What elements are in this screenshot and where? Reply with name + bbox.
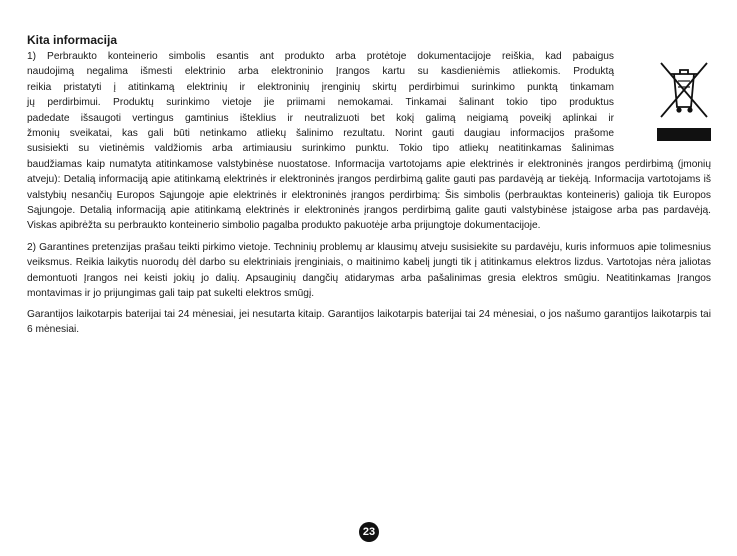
para3: Garantijos laikotarpis baterijai tai 24 mėnesiai, jei nesutarta kitaip. Garantijos laikotarpis baterijai tai 24 mėnesiai, o jos našumo garantijos laikotarpis tai 6 mėnesiai.	[27, 308, 711, 335]
section-title: Kita informacija	[27, 33, 118, 47]
para1-line: susisiekti su vietinėmis valdžiomis arba artimiausiu surinkimo punktu. Tokio tipo atliekų neatitinkamas šalinimas	[27, 143, 614, 155]
para1-line: 1) Perbraukto konteinerio simbolis esantis ant produkto arba protėtoje dokumentacijoje reiškia, kad pabaigus	[27, 51, 614, 62]
weee-symbol-area	[614, 49, 711, 141]
para1-row	[27, 49, 711, 157]
weee-black-bar	[657, 128, 711, 141]
para2: 2) Garantines pretenzijas prašau teikti pirkimo vietoje. Techninių problemų ar klausimų atveju susisiekite su pardavėju, kuris informuos apie tolimesnius veiksmus. Reikia laikytis nuorodų dėl darbo su elektriniais įrenginiais, o maitinimo kabelį jungti tik į atitinkamus elektros lizdus. Vartotojas nėra įaliotas demontuoti Įrangos nei keisti jokių jo dalių. Apsauginių dangčių atidarymas arba pašalinimas gresia elektros smūgiu. Neatitinkamas Įrangos montavimas ir jo prijungimas gali taip pat sukelti elektros smūgį.	[27, 241, 711, 300]
para1-line: jų perdirbimui. Produktų surinkimo vietoje jie priimami nemokamai. Tinkamai šalinant tokio tipo produktus	[27, 97, 614, 109]
para1-continuation: baudžiamas kaip numatyta atitinkamose valstybinėse nuostatose. Informacija vartotojams apie elektrinės ir elektroninės įrangos perdirbimą (įmonių atveju): Detalią informaciją apie atitinkamą elektrinės ir elektroninės įrangos perdirbimą galite gauti pas pardavėją ar tiekėją. Informacija vartotojams iš valstybių nesančių Europos Sąjungoje apie elektrinės ir elektroninės įrangos perdirbimą: Šis simbolis (perbrauktas konteineris) galioja tik Europos Sąjungoje. Detalią informaciją apie atitinkamą elektrinės ir elektroninės įrangos perdirbimą galite gauti valstybinėse įstaigose arba pas pardavėją. Viskas apibrėžta su perbraukto konteinerio simbolio pagalba produkto pakuotėje arba prijungtoje dokumentacijoje.	[27, 158, 711, 232]
para1-lines	[27, 49, 614, 157]
document-page	[27, 33, 711, 342]
para1-line: padedate išsaugoti vertingus gamtinius išteklius ir neutralizuoti bet kokį galimą neigiamą poveikį aplinkai ir	[27, 112, 614, 124]
crossed-out-wheelie-bin-icon	[657, 59, 711, 141]
para1-line: reikia pristatyti į atitinkamą elektrinių ir elektroninių įrenginių skirtų perdirbimui surinkimo punktą tinkamam	[27, 81, 614, 93]
para1-line: naudojimą negalima išmesti elektrinio arba elektroninio Įrangos kartu su kasdieniėmis atliekomis. Produktą	[27, 66, 614, 78]
page-number: 23	[359, 522, 379, 542]
para1-line: žmonių sveikatai, kas gali būti netinkamo atliekų šalinimo rezultatu. Norint gauti daugiau informacijos prašome	[27, 128, 614, 140]
